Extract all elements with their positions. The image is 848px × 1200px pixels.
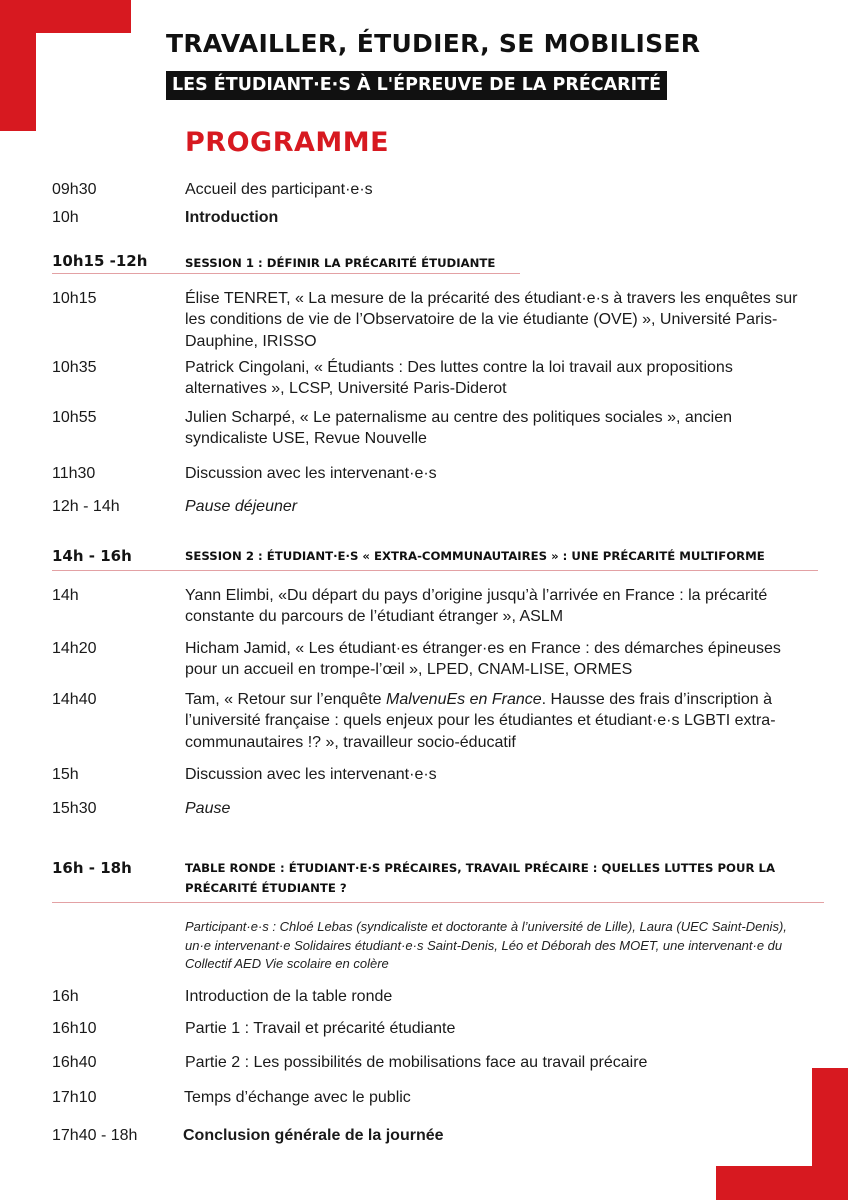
program-item: Accueil des participant·e·s — [185, 181, 373, 198]
time-label: 17h40 - 18h — [52, 1127, 138, 1144]
program-item — [185, 689, 815, 753]
time-label: 15h30 — [52, 800, 97, 817]
program-item: Conclusion générale de la journée — [183, 1127, 444, 1144]
section-divider — [52, 570, 818, 571]
section-divider — [52, 902, 824, 903]
session-title: TABLE RONDE : ÉTUDIANT·E·S PRÉCAIRES, TRAVAIL PRÉCAIRE : QUELLES LUTTES POUR LA — [185, 861, 776, 875]
time-label: 14h20 — [52, 640, 97, 657]
time-label: 10h15 — [52, 290, 97, 307]
program-item: Élise TENRET, « La mesure de la précarité des étudiant·e·s à travers les enquêtes sur les conditions de vie de l’Observatoire de la vie étudiante (OVE) », Université Paris-Dauphine, IRISSO — [185, 290, 798, 350]
time-label: 16h10 — [52, 1020, 97, 1037]
session-title: SESSION 1 : DÉFINIR LA PRÉCARITÉ ÉTUDIANTE — [185, 256, 496, 270]
time-label: 11h30 — [52, 465, 96, 482]
time-label: 14h — [52, 587, 79, 604]
time-label: 10h55 — [52, 409, 97, 426]
section-divider — [52, 273, 520, 274]
program-item: Partie 2 : Les possibilités de mobilisations face au travail précaire — [185, 1054, 648, 1071]
corner-bracket-bottom-horizontal — [716, 1166, 848, 1200]
session-title-continued: PRÉCARITÉ ÉTUDIANTE ? — [185, 881, 347, 895]
session-time: 10h15 -12h — [52, 252, 148, 270]
item-text-end: . Hausse des frais d’inscription à l’université française : quels enjeux pour les étudiantes et étudiant·e·s LGBTI extra-communautaires !? », travailleur socio-éducatif — [185, 691, 776, 751]
time-label: 15h — [52, 766, 79, 783]
time-label: 10h — [52, 209, 79, 226]
time-label: 12h - 14h — [52, 498, 120, 515]
program-item: Partie 1 : Travail et précarité étudiante — [185, 1020, 456, 1037]
time-label: 16h — [52, 988, 79, 1005]
participants-note: Participant·e·s : Chloé Lebas (syndicaliste et doctorante à l’université de Lille), Laura (UEC Saint-Denis), un·e intervenant·e Solidaires étudiant·e·s Saint-Denis, Léo et Déborah des MOET, une intervenant·e du Collectif AED Vie scolaire en colère — [185, 919, 787, 972]
program-item: Patrick Cingolani, « Étudiants : Des luttes contre la loi travail aux propositions alternatives », LCSP, Université Paris-Diderot — [185, 359, 733, 398]
program-item: Discussion avec les intervenant·e·s — [185, 766, 437, 783]
program-item: Hicham Jamid, « Les étudiant·es étranger·es en France : des démarches épineuses pour un accueil en trompe-l’œil », LPED, CNAM-LISE, ORMES — [185, 640, 781, 679]
time-label: 10h35 — [52, 359, 97, 376]
time-label: 17h10 — [52, 1089, 97, 1106]
program-item: Introduction — [185, 209, 279, 226]
time-label: 14h40 — [52, 691, 97, 708]
corner-bracket-top-vertical — [0, 0, 36, 131]
time-label: 16h40 — [52, 1054, 97, 1071]
session-time: 14h - 16h — [52, 547, 132, 565]
page-subtitle: LES ÉTUDIANT·E·S À L'ÉPREUVE DE LA PRÉCARITÉ — [166, 71, 667, 100]
item-text-start: Tam, « Retour sur l’enquête — [185, 691, 386, 708]
session-title: SESSION 2 : ÉTUDIANT·E·S « EXTRA-COMMUNAUTAIRES » : UNE PRÉCARITÉ MULTIFORME — [185, 549, 765, 563]
time-label: 09h30 — [52, 181, 97, 198]
program-item: Yann Elimbi, «Du départ du pays d’origine jusqu’à l’arrivée en France : la précarité constante du parcours de l’étudiant étranger », ASLM — [185, 587, 768, 626]
session-time: 16h - 18h — [52, 859, 132, 877]
program-item: Introduction de la table ronde — [185, 988, 393, 1005]
program-item: Discussion avec les intervenant·e·s — [185, 465, 437, 482]
program-item: Julien Scharpé, « Le paternalisme au centre des politiques sociales », ancien syndicaliste USE, Revue Nouvelle — [185, 409, 732, 448]
program-heading: PROGRAMME — [185, 127, 390, 158]
program-item: Temps d’échange avec le public — [184, 1089, 411, 1106]
program-item: Pause déjeuner — [185, 498, 298, 515]
survey-title: MalvenuEs en France — [386, 691, 542, 708]
program-item: Pause — [185, 800, 231, 817]
page-title: TRAVAILLER, ÉTUDIER, SE MOBILISER — [166, 29, 701, 58]
